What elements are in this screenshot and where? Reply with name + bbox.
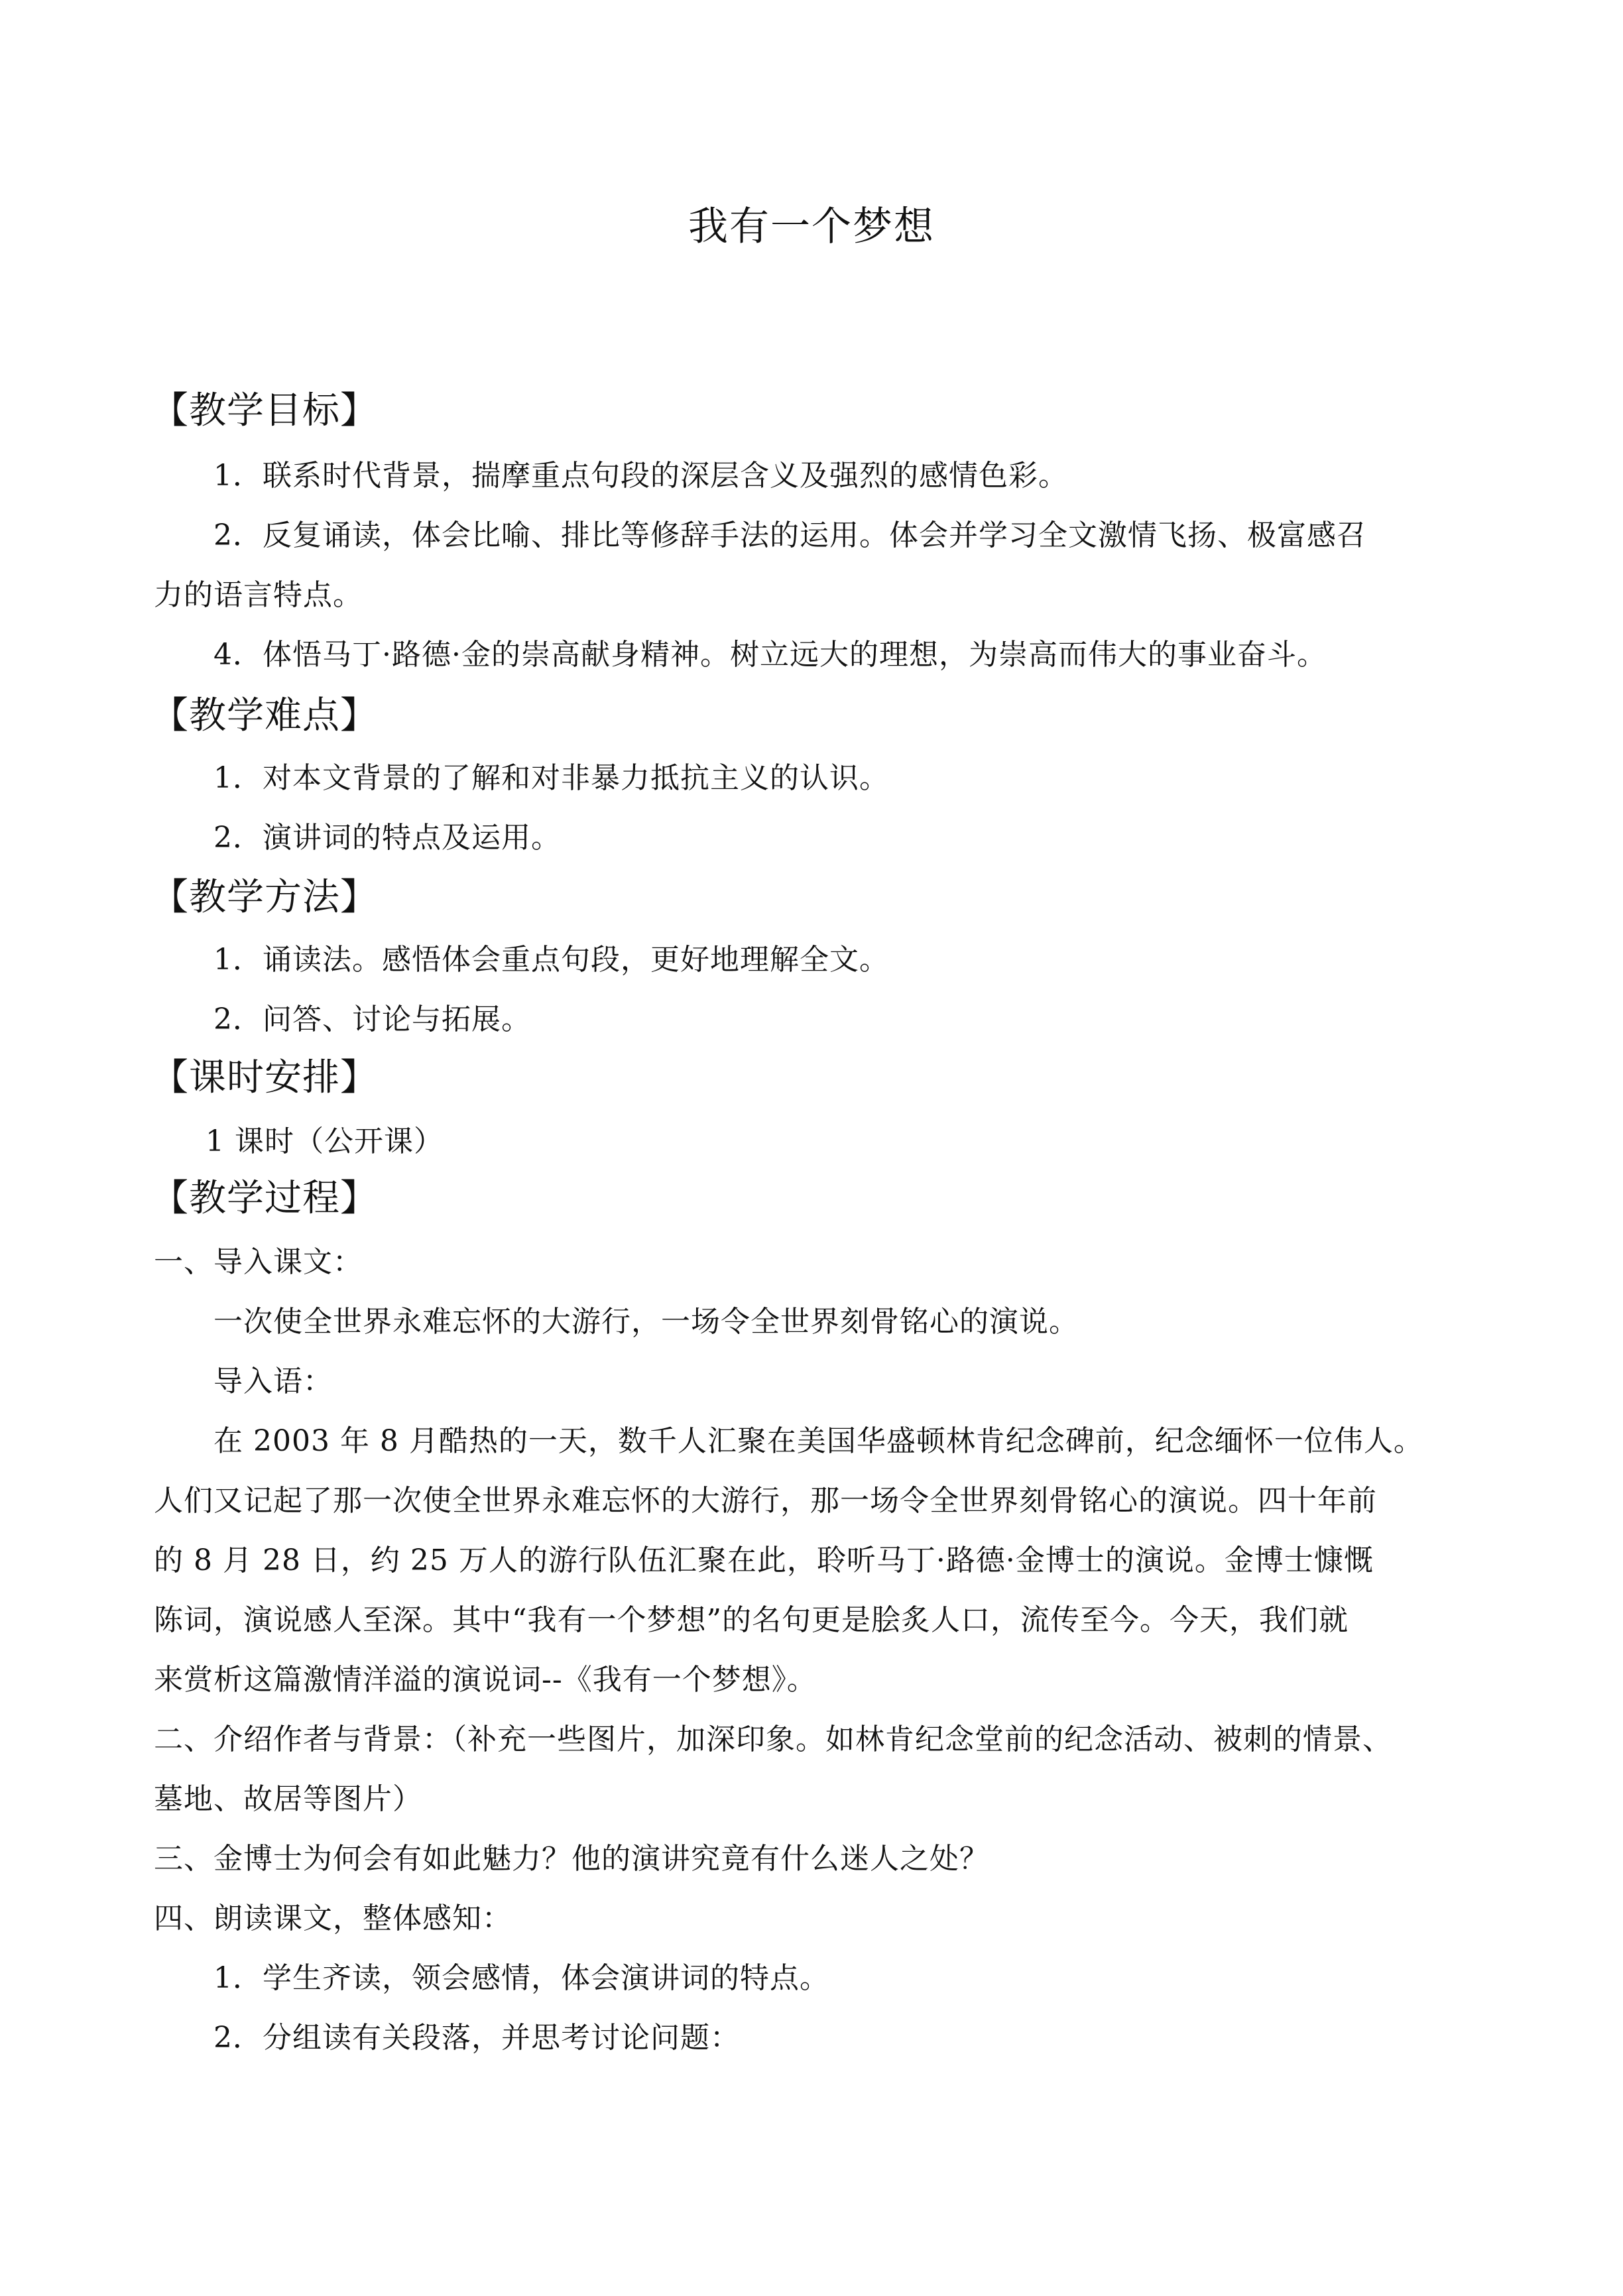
method-item-2: 2．问答、讨论与拓展。 [213, 1002, 531, 1036]
objective-item-4: 4．体悟马丁·路德·金的崇高献身精神。树立远大的理想，为崇高而伟大的事业奋斗。 [213, 638, 1327, 672]
process-step-3: 三、金博士为何会有如此魅力？他的演讲究竟有什么迷人之处？ [154, 1842, 989, 1876]
process-step-1-title: 一、导入课文： [154, 1245, 363, 1279]
intro-paragraph-line-2: 人们又记起了那一次使全世界永难忘怀的大游行，那一场令全世界刻骨铭心的演说。四十年前 [154, 1484, 1377, 1518]
process-step-1-text: 一次使全世界永难忘怀的大游行，一场令全世界刻骨铭心的演说。 [213, 1305, 1079, 1339]
section-heading-methods: 【教学方法】 [151, 876, 378, 919]
difficulty-item-1: 1．对本文背景的了解和对非暴力抵抗主义的认识。 [213, 761, 889, 795]
section-heading-objectives: 【教学目标】 [151, 389, 378, 432]
intro-paragraph-line-5: 来赏析这篇激情洋溢的演说词--《我有一个梦想》。 [154, 1663, 817, 1697]
objective-item-1: 1．联系时代背景，揣摩重点句段的深层含义及强烈的感情色彩。 [213, 459, 1068, 493]
schedule-text: 1 课时（公开课） [206, 1124, 444, 1158]
process-step-2-line-1: 二、介绍作者与背景：（补充一些图片，加深印象。如林肯纪念堂前的纪念活动、被刺的情景、 [154, 1722, 1392, 1756]
document-title: 我有一个梦想 [688, 204, 935, 250]
process-step-4-item-2: 2．分组读有关段落，并思考讨论问题： [213, 2021, 740, 2055]
intro-paragraph-line-1: 在 2003 年 8 月酷热的一天，数千人汇聚在美国华盛顿林肯纪念碑前，纪念缅怀一位伟人。 [213, 1424, 1423, 1458]
difficulty-item-2: 2．演讲词的特点及运用。 [213, 821, 561, 855]
section-heading-difficulties: 【教学难点】 [151, 694, 378, 737]
intro-label: 导入语： [213, 1364, 333, 1398]
process-step-4-item-1: 1．学生齐读，领会感情，体会演讲词的特点。 [213, 1961, 829, 1995]
process-step-4-title: 四、朗读课文，整体感知： [154, 1902, 512, 1935]
section-heading-process: 【教学过程】 [151, 1177, 378, 1220]
method-item-1: 1．诵读法。感悟体会重点句段，更好地理解全文。 [213, 943, 889, 977]
section-heading-schedule: 【课时安排】 [151, 1056, 378, 1099]
process-step-2-line-2: 墓地、故居等图片） [154, 1782, 422, 1816]
intro-paragraph-line-4: 陈词，演说感人至深。其中“我有一个梦想”的名句更是脍炙人口，流传至今。今天，我们就 [154, 1603, 1349, 1637]
objective-item-2-line-2: 力的语言特点。 [154, 578, 363, 612]
intro-paragraph-line-3: 的 8 月 28 日，约 25 万人的游行队伍汇聚在此，聆听马丁·路德·金博士的演说。金博士慷慨 [154, 1543, 1374, 1577]
objective-item-2-line-1: 2．反复诵读，体会比喻、排比等修辞手法的运用。体会并学习全文激情飞扬、极富感召 [213, 518, 1366, 552]
